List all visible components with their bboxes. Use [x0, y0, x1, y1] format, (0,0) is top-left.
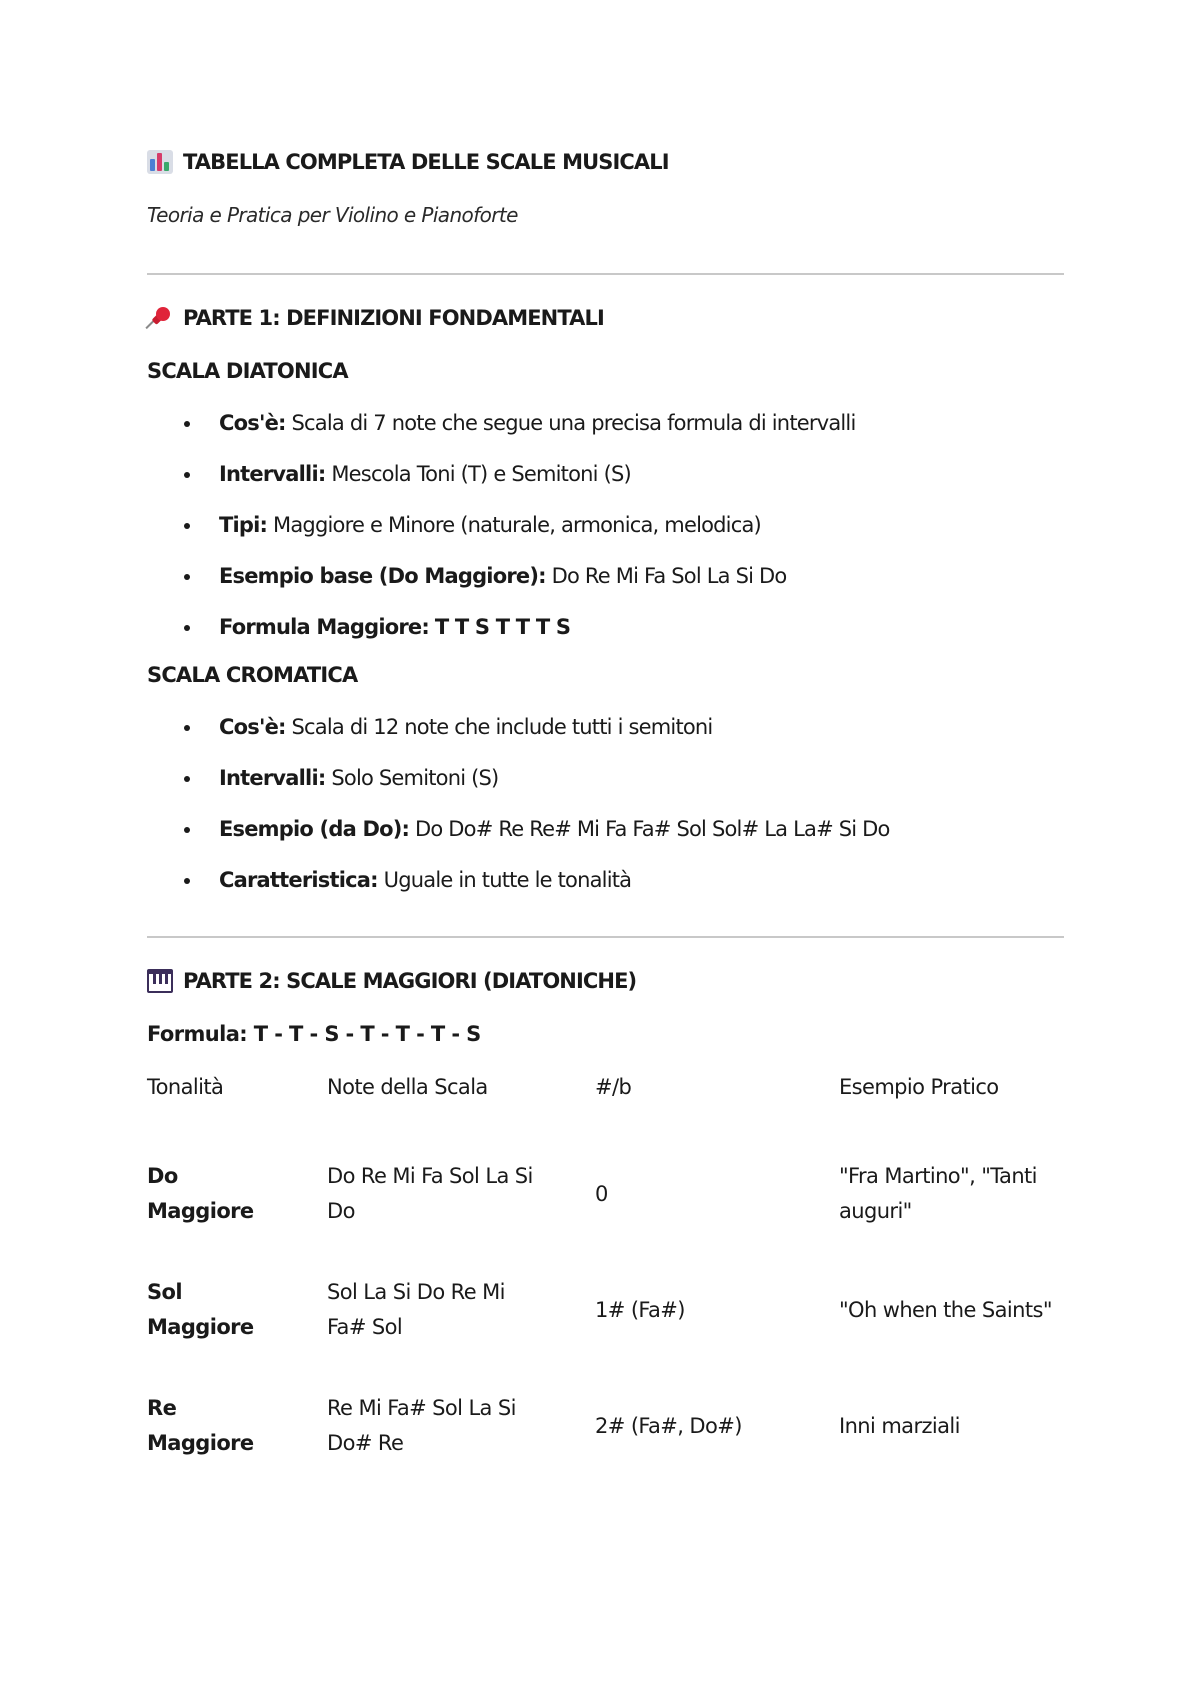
- accidentals-cell: 0: [595, 1181, 608, 1206]
- example-cell: "Oh when the Saints": [839, 1297, 1052, 1322]
- notes-cell: Sol La Si Do Re Mi Fa# Sol: [327, 1280, 505, 1339]
- piano-keyboard-icon: [147, 969, 173, 993]
- table-header-row: [147, 1068, 1064, 1136]
- bullet-icon: [184, 827, 190, 833]
- list-item: Intervalli: Solo Semitoni (S): [147, 765, 1064, 816]
- document-subtitle: Teoria e Pratica per Violino e Pianoforte: [147, 203, 518, 227]
- list-item: Intervalli: Mescola Toni (T) e Semitoni (S): [147, 461, 1064, 512]
- list-item: Caratteristica: Uguale in tutte le tonalità: [147, 867, 1064, 918]
- list-item: Esempio (da Do): Do Do# Re Re# Mi Fa Fa# Sol Sol# La La# Si Do: [147, 816, 1064, 867]
- document-title-text: TABELLA COMPLETA DELLE SCALE MUSICALI: [183, 150, 669, 174]
- diatonic-list: [147, 410, 1064, 665]
- example-cell: "Fra Martino", "Tanti auguri": [839, 1164, 1037, 1223]
- accidentals-cell: 1# (Fa#): [595, 1297, 685, 1322]
- column-header: #/b: [595, 1075, 632, 1099]
- list-item: Tipi: Maggiore e Minore (naturale, armonica, melodica): [147, 512, 1064, 563]
- tonality-cell: Sol Maggiore: [147, 1280, 254, 1339]
- document-title: [147, 150, 669, 174]
- tonality-cell: Do Maggiore: [147, 1164, 254, 1223]
- part1-heading: [147, 306, 604, 330]
- part1-heading-text: PARTE 1: DEFINIZIONI FONDAMENTALI: [183, 306, 604, 330]
- bullet-icon: [184, 776, 190, 782]
- pushpin-icon: [147, 306, 173, 330]
- bar-chart-icon: [147, 150, 173, 174]
- notes-cell: Re Mi Fa# Sol La Si Do# Re: [327, 1396, 516, 1455]
- document-page: [147, 0, 1064, 1696]
- column-header: Esempio Pratico: [839, 1075, 999, 1099]
- bullet-icon: [184, 574, 190, 580]
- tonality-cell: Re Maggiore: [147, 1396, 254, 1455]
- table-row: [147, 1368, 1064, 1484]
- part2-heading-text: PARTE 2: SCALE MAGGIORI (DIATONICHE): [183, 969, 637, 993]
- major-formula: Formula: T - T - S - T - T - T - S: [147, 1022, 481, 1046]
- table-row: [147, 1136, 1064, 1252]
- list-item: Formula Maggiore: T T S T T T S: [147, 614, 1064, 665]
- list-item: Cos'è: Scala di 12 note che include tutti i semitoni: [147, 714, 1064, 765]
- divider: [147, 936, 1064, 938]
- table-row: [147, 1252, 1064, 1368]
- example-cell: Inni marziali: [839, 1413, 960, 1438]
- bullet-icon: [184, 523, 190, 529]
- notes-cell: Do Re Mi Fa Sol La Si Do: [327, 1164, 533, 1223]
- part2-heading: [147, 969, 636, 993]
- accidentals-cell: 2# (Fa#, Do#): [595, 1413, 742, 1438]
- chromatic-list: [147, 714, 1064, 918]
- column-header: Tonalità: [147, 1075, 224, 1099]
- diatonic-heading: SCALA DIATONICA: [147, 359, 348, 383]
- list-item: Cos'è: Scala di 7 note che segue una precisa formula di intervalli: [147, 410, 1064, 461]
- chromatic-heading: SCALA CROMATICA: [147, 663, 358, 687]
- bullet-icon: [184, 472, 190, 478]
- bullet-icon: [184, 421, 190, 427]
- major-scales-table: [147, 1068, 1064, 1484]
- bullet-icon: [184, 878, 190, 884]
- list-item: Esempio base (Do Maggiore): Do Re Mi Fa Sol La Si Do: [147, 563, 1064, 614]
- column-header: Note della Scala: [327, 1075, 488, 1099]
- bullet-icon: [184, 625, 190, 631]
- divider: [147, 273, 1064, 275]
- bullet-icon: [184, 725, 190, 731]
